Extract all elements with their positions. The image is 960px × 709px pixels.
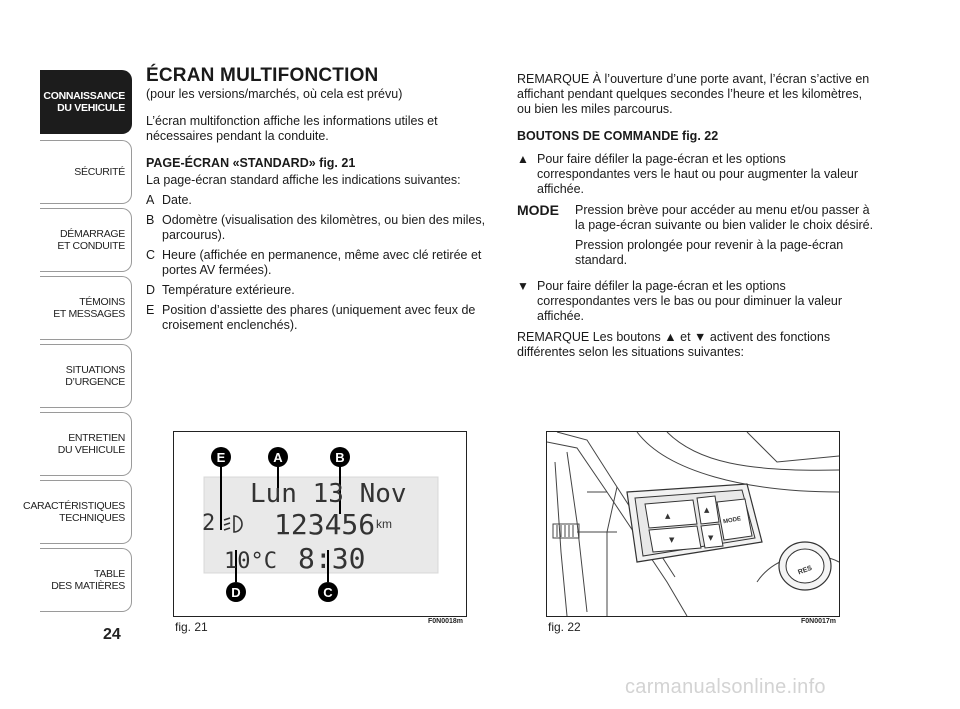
watermark: carmanualsonline.info [625,676,826,698]
marker-c [318,582,338,602]
display-date: Lun 13 Nov [250,479,407,509]
tab-label-line1: DÉMARRAGE [60,228,125,240]
mode-button-description [517,203,877,273]
tab-label-line1: CONNAISSANCE [43,90,125,102]
light-down-icon: ▼ [669,536,675,544]
list-item [146,248,506,278]
svg-text:B: B [335,450,345,465]
display-illustration [174,432,466,616]
list-item [146,193,506,208]
svg-text:D: D [231,585,241,600]
tab-caracteristiques-techniques[interactable] [23,480,132,544]
light-down-button[interactable] [649,526,701,552]
tab-label-line2: ET MESSAGES [53,308,125,320]
marker-b [330,447,350,467]
left-column [146,65,506,338]
light-up-button[interactable] [645,500,697,528]
item-text: Odomètre (visualisation des kilomètres, ou bien des miles, parcourus). [162,213,486,242]
up-button-text: Pour faire défiler la page-écran et les options correspondantes vers le haut ou pour augmenter la valeur affichée. [537,152,859,196]
list-item [146,303,506,333]
item-key: A [146,193,155,207]
mode-button-label: MODE [722,516,742,526]
tab-entretien-du-vehicule[interactable] [40,412,132,476]
svg-text:C: C [323,585,333,600]
figure-22-label: fig. 22 [548,620,581,634]
tab-label-line1: TABLE [94,568,125,580]
tab-label-line1: SÉCURITÉ [74,166,125,178]
tab-table-des-matieres[interactable] [40,548,132,612]
display-time: 8:30 [298,542,366,575]
down-button-description [517,279,877,324]
subtitle: (pour les versions/marchés, où cela est prévu) [146,87,403,101]
figure-21-display [173,431,467,617]
tab-label-line1: TÉMOINS [79,296,125,308]
section-intro: La page-écran standard affiche les indications suivantes: [146,173,461,187]
remark-buttons: REMARQUE Les boutons ▲ et ▼ activent des fonctions différentes selon les situations suivantes: [517,330,831,359]
down-arrow-icon: ▼ [517,279,529,293]
mode-short-press-text: Pression brève pour accéder au menu et/ou passer à la page-écran suivante ou bien valider le choix désiré. [575,203,874,232]
up-button[interactable] [697,496,719,524]
intro-paragraph: L’écran multifonction affiche les informations utiles et nécessaires pendant la conduite. [146,114,438,143]
down-button-text: Pour faire défiler la page-écran et les options correspondantes vers le bas ou pour diminuer la valeur affichée. [537,279,843,323]
down-arrow-icon: ▼ [708,534,714,542]
item-key: D [146,283,156,297]
item-text: Date. [162,193,192,207]
up-arrow-icon: ▲ [704,506,710,514]
item-key: B [146,213,155,227]
controls-illustration [547,432,839,616]
marker-e [211,447,231,467]
tab-label-line1: ENTRETIEN [68,432,125,444]
res-knob-label: RES [797,564,814,577]
section-title-standard: PAGE-ÉCRAN «STANDARD» fig. 21 [146,156,356,170]
section-title-buttons: BOUTONS DE COMMANDE fig. 22 [517,129,719,143]
tab-label-line1: SITUATIONS [65,364,125,376]
item-key: C [146,248,156,262]
tab-label-line2: DES MATIÈRES [51,580,125,592]
tab-demarrage-et-conduite[interactable] [40,208,132,272]
res-knob[interactable] [779,542,831,590]
figure-22-control-buttons [546,431,840,617]
marker-d [226,582,246,602]
item-text: Heure (affichée en permanence, même avec clé retirée et portes AV fermées). [162,248,482,277]
svg-text:A: A [273,450,283,465]
svg-text:E: E [216,450,226,465]
tab-label-line2: ET CONDUITE [57,240,125,252]
marker-a [268,447,288,467]
display-headlamp-level: 2 [202,511,216,536]
up-button-description [517,152,877,197]
figure-22-code: F0N0017m [801,618,837,625]
mode-label: MODE [517,202,559,218]
display-unit: km [376,517,392,531]
figure-21-code: F0N0018m [428,618,464,625]
down-button[interactable] [701,524,723,548]
page-title: ÉCRAN MULTIFONCTION [146,65,379,86]
right-column [517,72,877,368]
display-odometer: 123456 [274,508,376,541]
list-item [146,283,506,298]
tab-label-line2: DU VEHICULE [57,444,125,456]
light-up-icon: ▲ [665,512,671,520]
list-item [146,213,506,243]
button-panel [627,484,762,562]
tab-temoins-et-messages[interactable] [40,276,132,340]
mode-long-press-text: Pression prolongée pour revenir à la page-écran standard. [575,238,844,267]
tab-label-line2: D’URGENCE [65,376,125,388]
item-text: Position d’assiette des phares (uniquement avec feux de croisement enclenchés). [162,303,476,332]
figure-21-label: fig. 21 [175,620,208,634]
tab-securite[interactable] [40,140,132,204]
display-temperature: 10°C [224,549,277,574]
item-key: E [146,303,155,317]
tab-label-line1: CARACTÉRISTIQUES [23,500,125,512]
tab-situations-d-urgence[interactable] [40,344,132,408]
item-text: Température extérieure. [162,283,295,297]
remark-door-open: REMARQUE À l’ouverture d’une porte avant, l’écran s’active en affichant pendant quelques secondes l’heure et les kilomètres, ou bien les miles parcourus. [517,72,870,116]
page-number: 24 [103,626,121,643]
tab-label-line2: DU VEHICULE [57,102,125,114]
tab-connaissance-du-vehicule[interactable] [40,70,132,134]
up-arrow-icon: ▲ [517,152,529,166]
tab-label-line2: TECHNIQUES [59,512,125,524]
